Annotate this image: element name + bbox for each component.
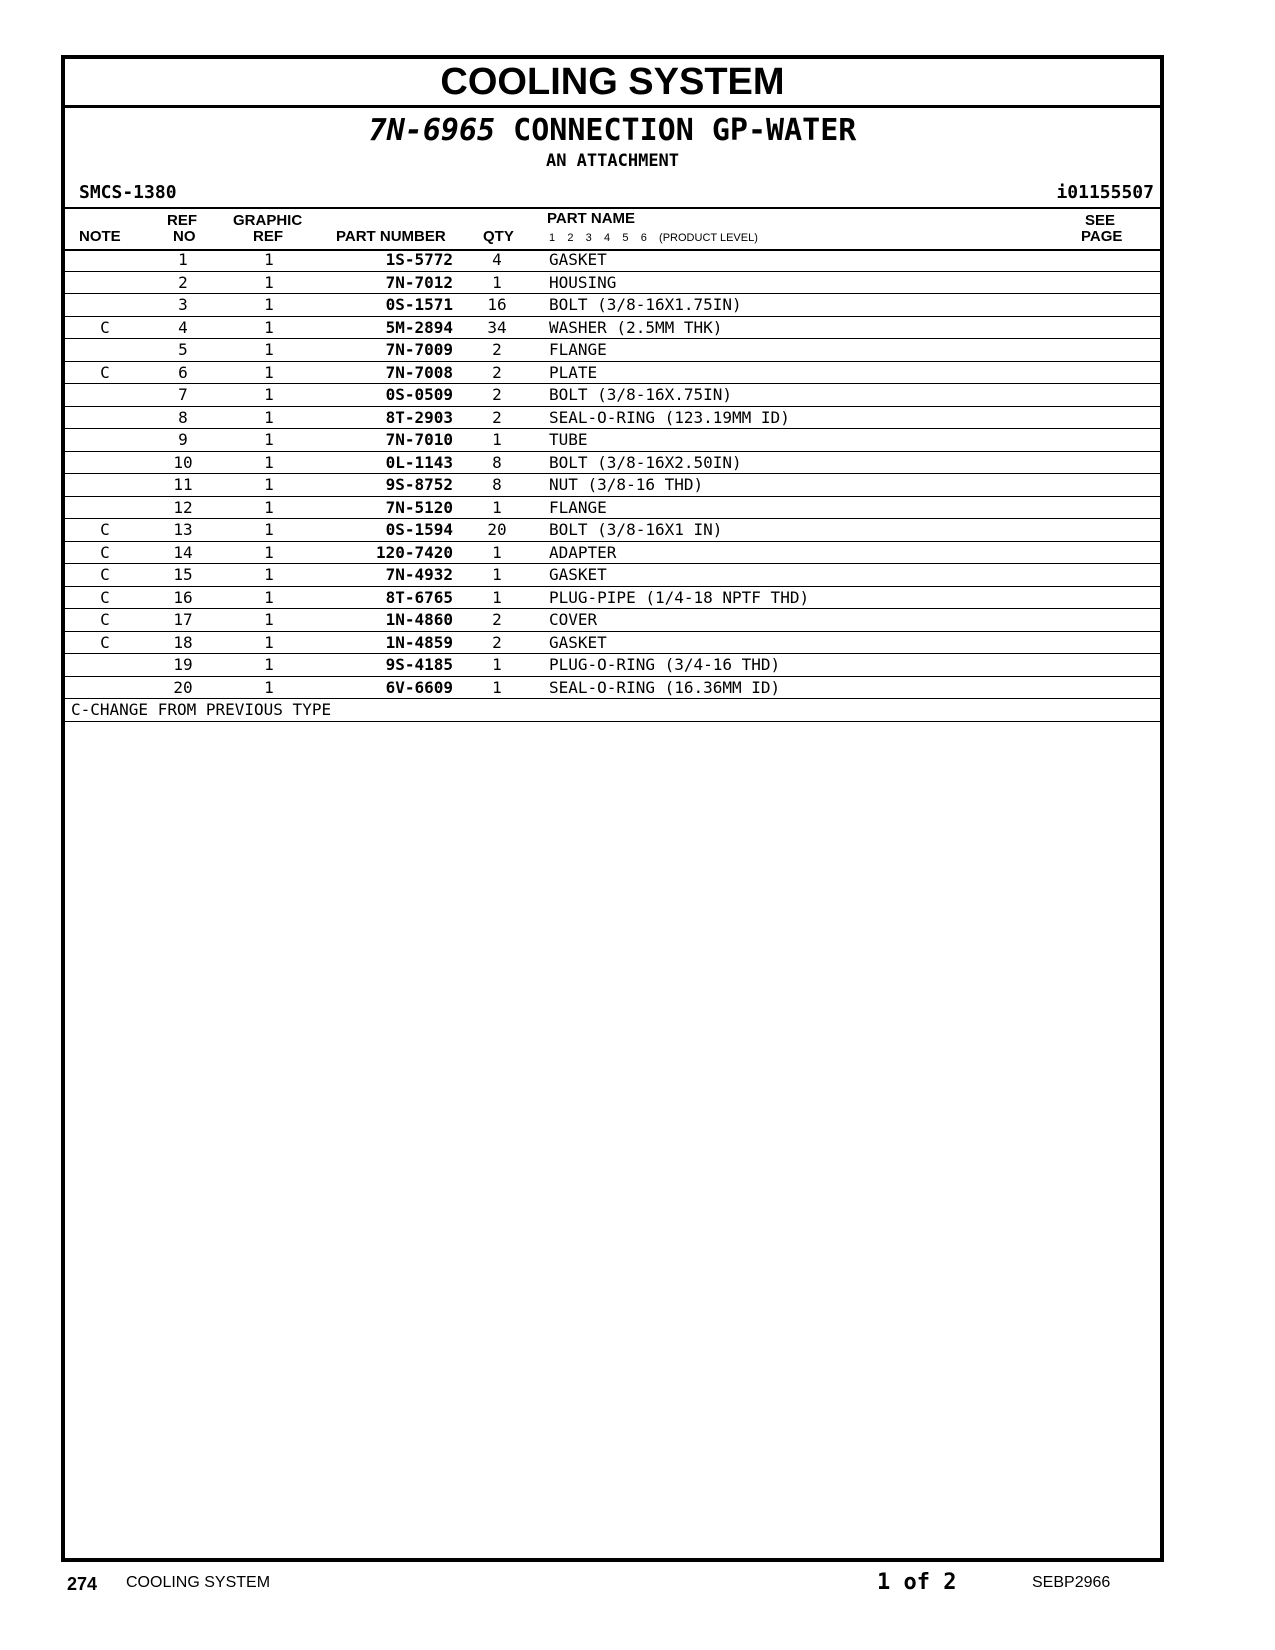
table-row	[65, 564, 1160, 587]
row-ref: 16	[173, 587, 193, 607]
row-graphic-ref: 1	[264, 407, 274, 427]
table-header	[65, 207, 1160, 251]
row-ref: 9	[178, 430, 188, 449]
row-ref: 14	[173, 542, 193, 562]
row-graphic-ref: 1	[264, 632, 274, 652]
row-part-name: HOUSING	[549, 272, 617, 292]
row-qty: 4	[492, 250, 502, 269]
table-row	[65, 542, 1160, 565]
table-row	[65, 519, 1160, 542]
col-graphic-line1: GRAPHIC	[233, 212, 303, 229]
table-row	[65, 362, 1160, 385]
row-graphic-ref: 1	[264, 655, 274, 674]
section-title: COOLING SYSTEM	[65, 59, 1160, 108]
row-graphic-ref: 1	[264, 677, 274, 697]
row-graphic-ref: 1	[264, 497, 274, 517]
row-part-name: NUT (3/8-16 THD)	[549, 475, 704, 494]
row-ref: 12	[173, 497, 193, 517]
col-product-levels: 1 2 3 4 5 6 (PRODUCT LEVEL)	[549, 232, 758, 244]
page-footer	[0, 1570, 1275, 1600]
row-graphic-ref: 1	[264, 610, 274, 629]
table-row	[65, 272, 1160, 295]
row-part-number: 1N-4859	[385, 632, 453, 652]
row-ref: 2	[178, 272, 188, 292]
row-part-name: GASKET	[549, 565, 607, 584]
row-part-name: SEAL-O-RING (16.36MM ID)	[549, 677, 781, 697]
col-note: NOTE	[79, 228, 121, 245]
row-part-number: 120-7420	[375, 542, 453, 562]
table-row	[65, 474, 1160, 497]
row-qty: 1	[492, 677, 502, 697]
row-ref: 13	[173, 520, 193, 539]
row-part-name: BOLT (3/8-16X1 IN)	[549, 520, 723, 539]
col-see-line2: PAGE	[1081, 228, 1123, 245]
row-part-name: GASKET	[549, 250, 607, 269]
col-part-number: PART NUMBER	[336, 228, 446, 245]
row-note: C	[100, 542, 110, 562]
change-footnote: C-CHANGE FROM PREVIOUS TYPE	[65, 699, 1160, 722]
attachment-label: AN ATTACHMENT	[545, 151, 680, 171]
footer-section: COOLING SYSTEM	[126, 1574, 271, 1591]
row-ref: 11	[173, 475, 193, 494]
row-ref: 17	[173, 610, 193, 629]
table-row	[65, 339, 1160, 362]
row-ref: 15	[173, 565, 193, 584]
col-part-name: PART NAME	[547, 210, 636, 227]
table-row	[65, 654, 1160, 677]
row-part-number: 0S-1594	[385, 520, 453, 539]
row-qty: 2	[492, 385, 502, 404]
row-part-name: SEAL-O-RING (123.19MM ID)	[549, 407, 790, 427]
row-part-number: 0S-1571	[385, 295, 453, 314]
table-row	[65, 452, 1160, 475]
row-part-number: 7N-5120	[385, 497, 453, 517]
row-graphic-ref: 1	[264, 272, 274, 292]
row-ref: 18	[173, 632, 193, 652]
row-note: C	[100, 362, 110, 382]
table-row	[65, 294, 1160, 317]
row-graphic-ref: 1	[264, 475, 274, 494]
row-qty: 8	[492, 475, 502, 494]
row-qty: 2	[492, 632, 502, 652]
row-part-number: 7N-7010	[385, 430, 453, 449]
document-ident: i01155507	[1056, 182, 1154, 203]
row-part-name: GASKET	[549, 632, 607, 652]
row-qty: 1	[492, 655, 502, 674]
row-qty: 2	[492, 610, 502, 629]
row-ref: 5	[178, 340, 188, 359]
row-part-number: 9S-4185	[385, 655, 453, 674]
row-graphic-ref: 1	[264, 587, 274, 607]
row-ref: 4	[178, 317, 188, 337]
row-graphic-ref: 1	[264, 362, 274, 382]
table-row	[65, 587, 1160, 610]
row-part-number: 7N-4932	[385, 565, 453, 584]
group-part-number: 7N-6965	[368, 113, 496, 148]
page-number: 274	[67, 1574, 98, 1594]
group-part-name: CONNECTION GP-WATER	[513, 113, 857, 148]
row-note: C	[100, 632, 110, 652]
parts-table-body	[65, 249, 1160, 722]
table-row	[65, 317, 1160, 340]
row-part-name: BOLT (3/8-16X.75IN)	[549, 385, 733, 404]
row-graphic-ref: 1	[264, 340, 274, 359]
table-row	[65, 384, 1160, 407]
row-part-name: COVER	[549, 610, 598, 629]
row-part-name: TUBE	[549, 430, 588, 449]
row-qty: 34	[487, 317, 507, 337]
row-part-name: PLUG-PIPE (1/4-18 NPTF THD)	[549, 587, 810, 607]
row-qty: 1	[492, 542, 502, 562]
row-part-name: PLATE	[549, 362, 598, 382]
row-part-name: PLUG-O-RING (3/4-16 THD)	[549, 655, 781, 674]
row-graphic-ref: 1	[264, 430, 274, 449]
row-qty: 8	[492, 452, 502, 472]
row-part-number: 5M-2894	[385, 317, 453, 337]
row-part-number: 9S-8752	[385, 475, 453, 494]
row-part-number: 8T-6765	[385, 587, 453, 607]
row-graphic-ref: 1	[264, 542, 274, 562]
col-graphic-line2: REF	[253, 228, 283, 245]
row-ref: 3	[178, 295, 188, 314]
row-ref: 8	[178, 407, 188, 427]
col-ref-line1: REF	[167, 212, 197, 229]
col-qty: QTY	[483, 228, 514, 245]
row-part-name: BOLT (3/8-16X1.75IN)	[549, 295, 742, 314]
row-part-name: WASHER (2.5MM THK)	[549, 317, 723, 337]
row-note: C	[100, 587, 110, 607]
row-ref: 20	[173, 677, 193, 697]
row-graphic-ref: 1	[264, 520, 274, 539]
smcs-code: SMCS-1380	[79, 182, 177, 203]
row-part-number: 1N-4860	[385, 610, 453, 629]
table-row	[65, 632, 1160, 655]
row-note: C	[100, 520, 110, 539]
row-ref: 10	[173, 452, 193, 472]
row-graphic-ref: 1	[264, 317, 274, 337]
row-part-number: 6V-6609	[385, 677, 453, 697]
row-graphic-ref: 1	[264, 385, 274, 404]
row-part-number: 0L-1143	[385, 452, 453, 472]
document-number: SEBP2966	[1032, 1574, 1111, 1591]
row-qty: 1	[492, 587, 502, 607]
parts-page-frame	[61, 55, 1164, 1562]
row-qty: 1	[492, 430, 502, 449]
row-qty: 1	[492, 497, 502, 517]
row-ref: 19	[173, 655, 193, 674]
table-row	[65, 609, 1160, 632]
row-ref: 1	[178, 250, 188, 269]
row-part-number: 0S-0509	[385, 385, 453, 404]
table-row	[65, 677, 1160, 700]
table-row	[65, 407, 1160, 430]
row-part-name: FLANGE	[549, 497, 607, 517]
row-ref: 7	[178, 385, 188, 404]
row-graphic-ref: 1	[264, 565, 274, 584]
row-ref: 6	[178, 362, 188, 382]
row-qty: 16	[487, 295, 507, 314]
row-note: C	[100, 610, 110, 629]
row-qty: 2	[492, 362, 502, 382]
row-graphic-ref: 1	[264, 250, 274, 269]
col-ref-line2: NO	[173, 228, 196, 245]
row-part-name: ADAPTER	[549, 542, 617, 562]
table-row	[65, 249, 1160, 272]
row-part-number: 7N-7012	[385, 272, 453, 292]
row-part-number: 7N-7009	[385, 340, 453, 359]
row-part-name: BOLT (3/8-16X2.50IN)	[549, 452, 742, 472]
row-qty: 1	[492, 272, 502, 292]
sheet-count: 1 of 2	[877, 1570, 957, 1595]
row-part-number: 8T-2903	[385, 407, 453, 427]
table-row	[65, 497, 1160, 520]
row-note: C	[100, 565, 110, 584]
row-part-name: FLANGE	[549, 340, 607, 359]
row-qty: 2	[492, 407, 502, 427]
row-qty: 2	[492, 340, 502, 359]
row-qty: 20	[487, 520, 507, 539]
table-row	[65, 429, 1160, 452]
row-part-number: 1S-5772	[385, 250, 453, 269]
row-graphic-ref: 1	[264, 295, 274, 314]
row-qty: 1	[492, 565, 502, 584]
group-title	[65, 113, 1160, 149]
col-see-line1: SEE	[1085, 212, 1116, 229]
row-part-number: 7N-7008	[385, 362, 453, 382]
row-note: C	[100, 317, 110, 337]
row-graphic-ref: 1	[264, 452, 274, 472]
